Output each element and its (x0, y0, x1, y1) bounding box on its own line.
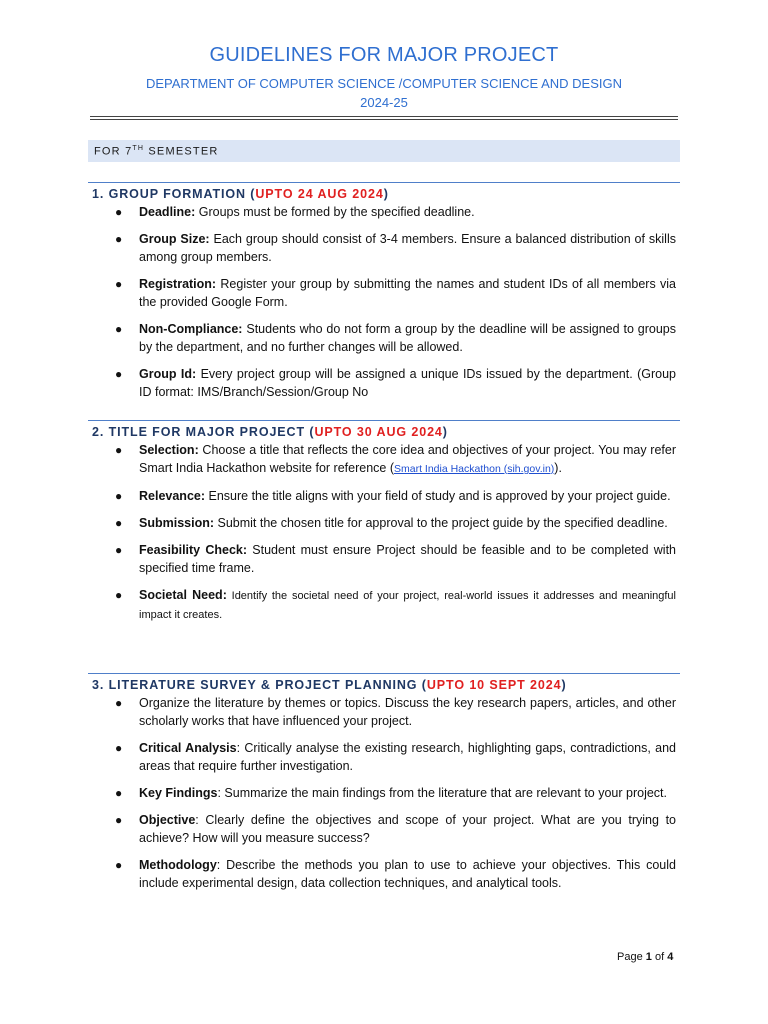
sih-link[interactable]: Smart India Hackathon (sih.gov.in) (393, 463, 555, 475)
list-item: ● Selection: Choose a title that reflects the core idea and objectives of your project. You may refer Smart India Hackathon website for reference (Smart India Hackathon (sih.gov.in)). (115, 443, 676, 475)
list-item: ● Feasibility Check: Student must ensure Project should be feasible and to be completed with specified time frame. (115, 543, 676, 575)
list-item: ● Registration: Register your group by submitting the names and student IDs of all members via the provided Google Form. (115, 277, 676, 309)
section-divider (88, 420, 680, 421)
section-heading: 1. GROUP FORMATION (UPTO 24 AUG 2024) (92, 187, 389, 201)
list-item: ● Non-Compliance: Students who do not form a group by the deadline will be assigned to groups by the department, and no further changes will be allowed. (115, 322, 676, 354)
semester-label: FOR 7TH SEMESTER (94, 145, 219, 158)
academic-year: 2024-25 (360, 95, 408, 110)
section-divider (88, 182, 680, 183)
section-deadline: UPTO 10 SEPT 2024 (426, 678, 562, 692)
list-item: ● Critical Analysis: Critically analyse the existing research, highlighting gaps, contradictions, and areas that require further investigation. (115, 741, 676, 773)
section-group-formation (88, 182, 680, 410)
semester-banner (88, 140, 680, 162)
list-item: ● Societal Need: Identify the societal need of your project, real-world issues it addresses and meaningful impact it creates. (115, 588, 676, 621)
list-item: ● Group Id: Every project group will be assigned a unique IDs issued by the department. (Group ID format: IMS/Branch/Session/Group No (115, 367, 676, 399)
section-title-for-major-project (88, 420, 680, 633)
section-deadline: UPTO 30 AUG 2024 (314, 425, 443, 439)
document-title: GUIDELINES FOR MAJOR PROJECT (209, 44, 559, 66)
header-rule-top (90, 116, 678, 117)
section-divider (88, 673, 680, 674)
section-heading: 2. TITLE FOR MAJOR PROJECT (UPTO 30 AUG 2024) (92, 425, 448, 439)
list-item: ● Objective: Clearly define the objectives and scope of your project. What are you trying to achieve? How will you measure success? (115, 813, 676, 845)
list-item: ● Group Size: Each group should consist of 3-4 members. Ensure a balanced distribution of skills among group members. (115, 232, 676, 264)
section-deadline: UPTO 24 AUG 2024 (255, 187, 384, 201)
list-item: ● Submission: Submit the chosen title for approval to the project guide by the specified deadline. (115, 516, 668, 530)
header-rule-bottom (90, 119, 678, 120)
section-literature-survey (88, 673, 680, 901)
page-number: Page 1 of 4 (617, 951, 674, 963)
section-heading: 3. LITERATURE SURVEY & PROJECT PLANNING (UPTO 10 SEPT 2024) (92, 678, 567, 692)
list-item: ● Methodology: Describe the methods you plan to use to achieve your objectives. This could include experimental design, data collection techniques, and analytical tools. (115, 858, 676, 890)
list-item: ● Organize the literature by themes or topics. Discuss the key research papers, articles, and other scholarly works that have influenced your project. (115, 696, 676, 728)
list-item: ● Key Findings: Summarize the main findings from the literature that are relevant to your project. (115, 786, 667, 800)
list-item: ● Relevance: Ensure the title aligns with your field of study and is approved by your project guide. (115, 489, 671, 503)
list-item: ● Deadline: Groups must be formed by the specified deadline. (115, 205, 475, 219)
department-subtitle: DEPARTMENT OF COMPUTER SCIENCE /COMPUTER SCIENCE AND DESIGN (146, 76, 622, 91)
